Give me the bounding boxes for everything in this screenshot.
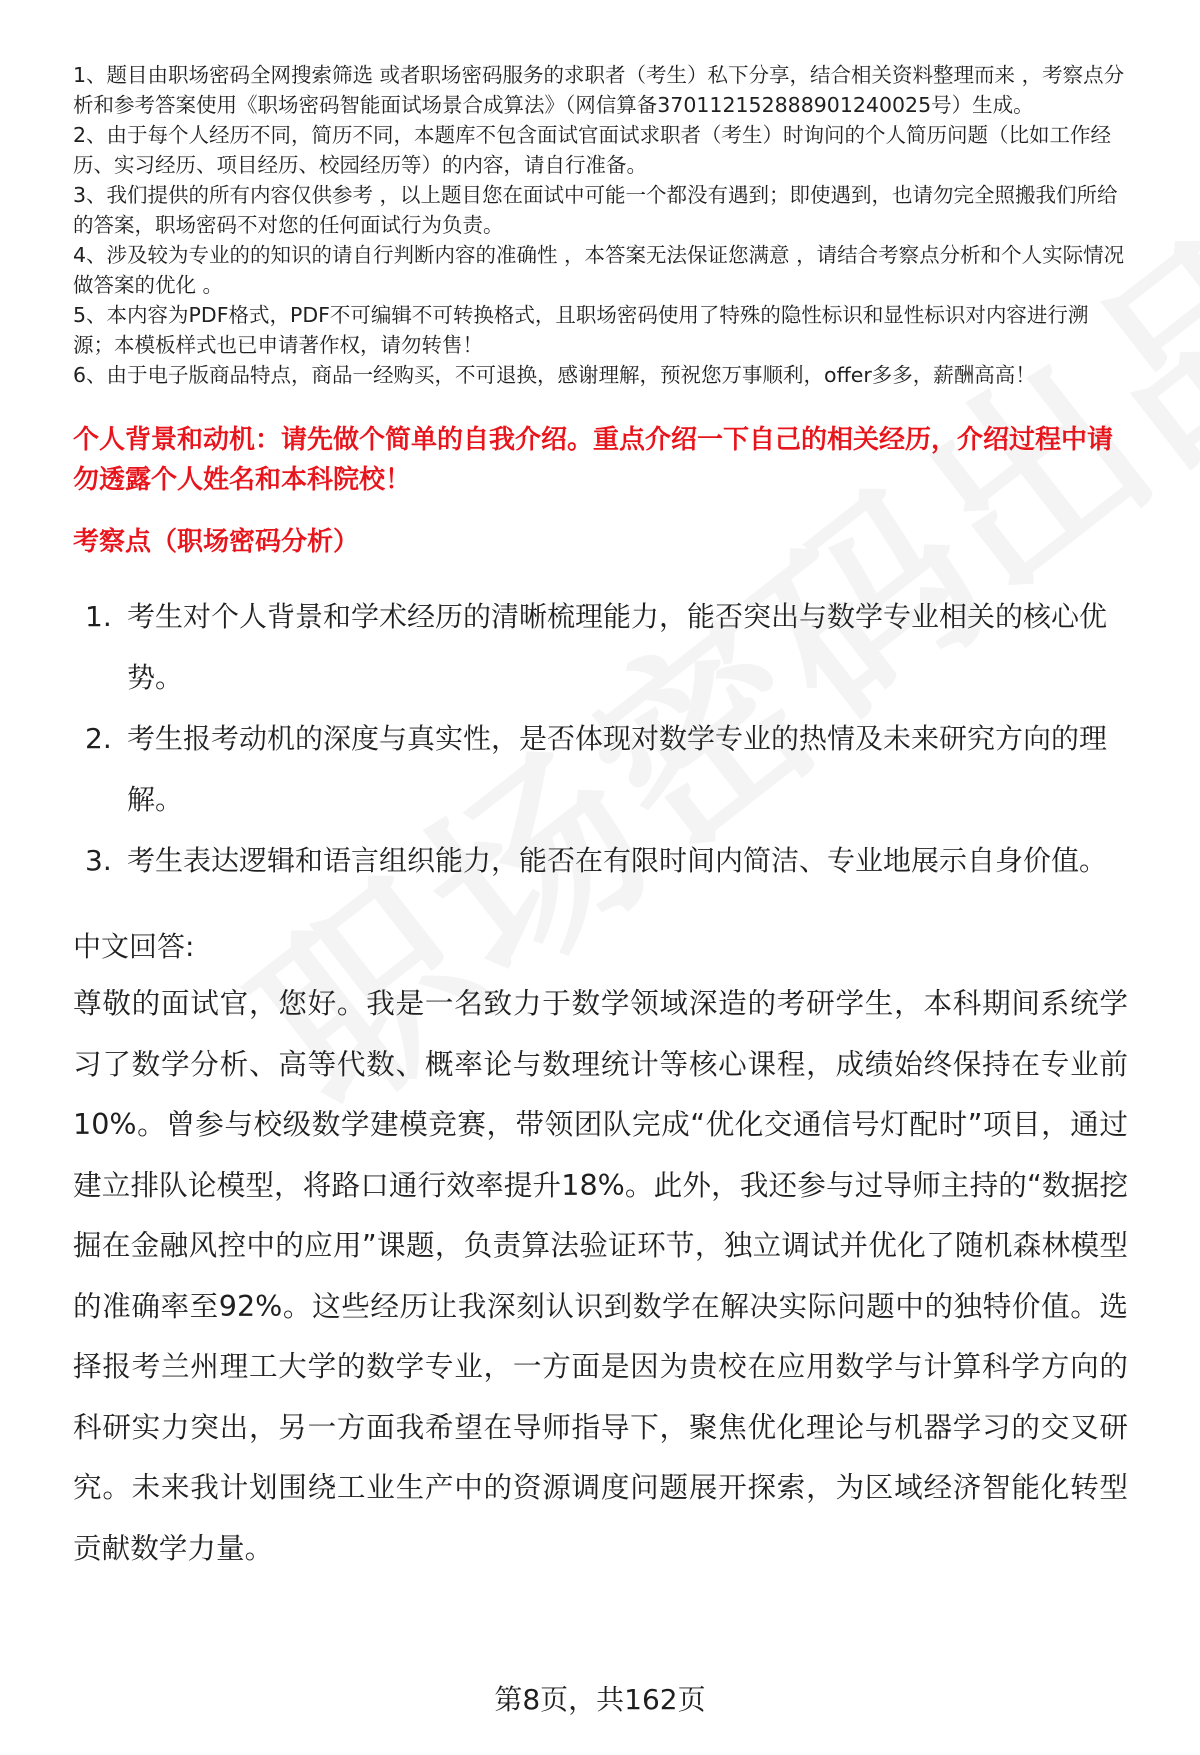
list-item [73,708,1128,830]
answer-body: 尊敬的面试官，您好。我是一名致力于数学领域深造的考研学生，本科期间系统学习了数学分析、高等代数、概率论与数理统计等核心课程，成绩始终保持在专业前10%。曾参与校级数学建模竞赛，带领团队完成“优化交通信号灯配时”项目，通过建立排队论模型，将路口通行效率提升18%。此外，我还参与过导师主持的“数据挖掘在金融风控中的应用”课题，负责算法验证环节，独立调试并优化了随机森林模型的准确率至92%。这些经历让我深刻认识到数学在解决实际问题中的独特价值。选择报考兰州理工大学的数学专业，一方面是因为贵校在应用数学与计算科学方向的科研实力突出，另一方面我希望在导师指导下，聚焦优化理论与机器学习的交叉研究。未来我计划围绕工业生产中的资源调度问题展开探索，为区域经济智能化转型贡献数学力量。 [73,986,1128,1565]
note-item: 1、题目由职场密码全网搜索筛选 或者职场密码服务的求职者（考生）私下分享，结合相关资料整理而来 ，考察点分析和参考答案使用《职场密码智能面试场景合成算法》（网信算备370112152888901240025号）生成。 [73,63,1125,117]
list-number: 2. [85,722,112,755]
answer-label: 中文回答: [73,930,195,963]
list-item [73,830,1128,891]
list-text: 考生报考动机的深度与真实性，是否体现对数学专业的热情及未来研究方向的理解。 [127,722,1108,816]
list-text: 考生表达逻辑和语言组织能力，能否在有限时间内简洁、专业地展示自身价值。 [127,844,1108,877]
note-item: 4、涉及较为专业的的知识的请自行判断内容的准确性 ，本答案无法保证您满意 ，请结合考察点分析和个人实际情况做答案的优化 。 [73,243,1125,297]
page-number: 第8页，共162页 [494,1683,706,1716]
list-text: 考生对个人背景和学术经历的清晰梳理能力，能否突出与数学专业相关的核心优势。 [127,600,1108,694]
list-number: 1. [85,600,112,633]
note-item: 2、由于每个人经历不同，简历不同，本题库不包含面试官面试求职者（考生）时询问的个人简历问题（比如工作经历、实习经历、项目经历、校园经历等）的内容，请自行准备。 [73,123,1112,177]
analysis-title: 考察点（职场密码分析） [73,527,360,557]
disclaimer-notes [73,60,1128,390]
list-number: 3. [85,844,112,877]
interview-question: 个人背景和动机：请先做个简单的自我介绍。重点介绍一下自己的相关经历，介绍过程中请勿透露个人姓名和本科院校！ [73,425,1114,495]
note-item: 5、本内容为PDF格式，PDF不可编辑不可转换格式，且职场密码使用了特殊的隐性标识和显性标识对内容进行溯源；本模板样式也已申请著作权，请勿转售！ [73,303,1089,357]
list-item [73,586,1128,708]
note-item: 6、由于电子版商品特点，商品一经购买，不可退换，感谢理解，预祝您万事顺利，offer多多，薪酬高高！ [73,363,1036,387]
note-item: 3、我们提供的所有内容仅供参考 ，以上题目您在面试中可能一个都没有遇到；即使遇到，也请勿完全照搬我们所给的答案，职场密码不对您的任何面试行为负责。 [73,183,1118,237]
analysis-points [73,586,1128,891]
